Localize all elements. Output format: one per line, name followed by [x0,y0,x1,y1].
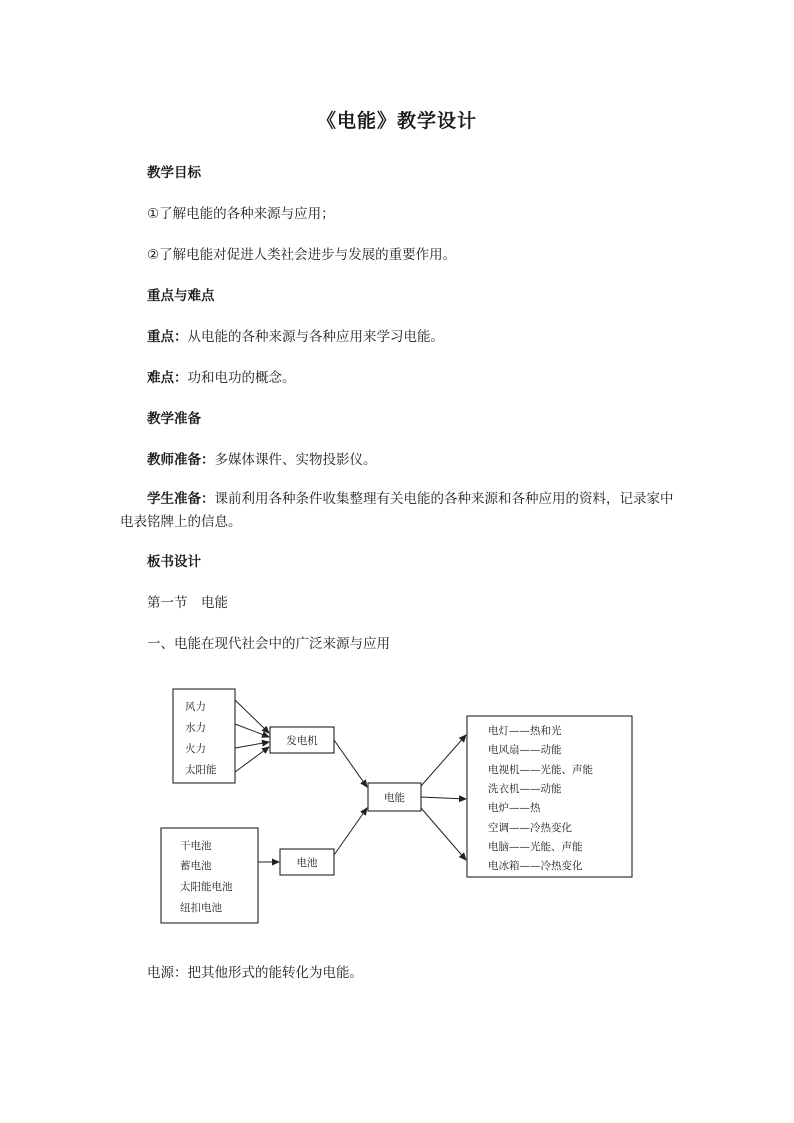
application-fridge: 电冰箱——冷热变化 [488,860,583,872]
natural-source-wind: 风力 [185,701,206,713]
natural-source-water: 水力 [185,722,206,734]
key-point-label: 重点： [147,329,188,345]
battery-type-storage: 蓄电池 [180,860,212,872]
student-prep-label: 学生准备： [147,491,215,507]
key-points-heading: 重点与难点 [147,288,215,304]
arrow-generator-to-energy [334,740,367,787]
application-lamp: 电灯——热和光 [488,725,562,737]
arrow-wind-to-generator [235,700,269,733]
arrow-energy-to-applications-top [421,735,466,786]
document-title: 《电能》教学设计 [316,110,477,132]
electric-energy-label: 电能 [384,792,405,804]
arrow-solar-to-generator [235,747,269,772]
arrow-energy-to-applications-middle [421,797,466,799]
preparation-heading: 教学准备 [147,411,201,427]
arrow-energy-to-applications-bottom [421,808,466,860]
arrow-fire-to-generator [235,742,269,748]
application-washer: 洗衣机——动能 [488,783,562,795]
application-aircon: 空调——冷热变化 [488,822,572,834]
goal-item-2: ②了解电能对促进人类社会进步与发展的重要作用。 [147,247,457,263]
teacher-prep-text: 多媒体课件、实物投影仪。 [214,452,377,468]
difficulty-label: 难点： [147,370,188,386]
application-stove: 电炉——热 [488,802,541,814]
board-heading: 板书设计 [147,554,201,570]
generator-label: 发电机 [286,735,318,747]
student-prep-text: 课前利用各种条件收集整理有关电能的各种来源和各种应用的资料，记录家中电表铭牌上的信息。 [120,491,674,530]
section-title: 第一节 电能 [147,595,228,611]
goals-heading: 教学目标 [147,165,201,181]
application-tv: 电视机——光能、声能 [488,764,593,776]
power-source-definition: 电源：把其他形式的能转化为电能。 [147,965,363,981]
teacher-prep-label: 教师准备： [147,452,215,468]
battery-type-dry: 干电池 [180,840,212,852]
battery-label: 电池 [296,857,318,869]
arrow-battery-to-energy [334,808,367,855]
application-fan: 电风扇——动能 [488,744,562,756]
application-computer: 电脑——光能、声能 [488,841,583,853]
key-point-text: 从电能的各种来源与各种应用来学习电能。 [187,329,444,345]
arrow-water-to-generator [235,724,269,737]
subsection-title: 一、电能在现代社会中的广泛来源与应用 [147,636,390,652]
natural-source-fire: 火力 [185,743,206,755]
battery-type-solar: 太阳能电池 [180,881,233,893]
natural-source-solar: 太阳能 [185,764,217,776]
goal-item-1: ①了解电能的各种来源与应用； [147,206,335,222]
difficulty-text: 功和电功的概念。 [187,370,296,386]
battery-type-button: 纽扣电池 [180,902,222,914]
